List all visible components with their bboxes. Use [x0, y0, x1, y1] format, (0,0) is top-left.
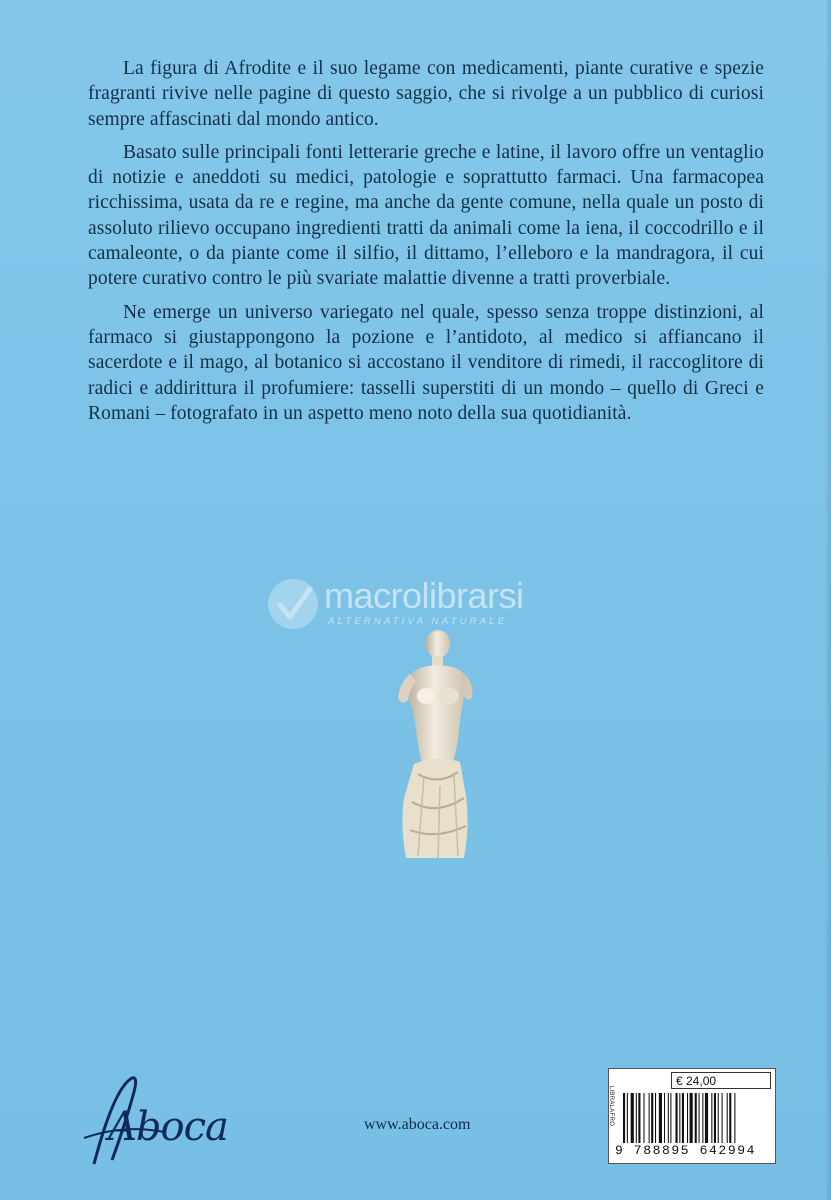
- blurb-paragraph-3: Ne emerge un universo variegato nel quale, spesso senza troppe distinzioni, al farmaco si giustappongono la pozione e l’antidoto, al medico si affiancano il sacerdote e il mago, al botanico si accostano il venditore di rimedi, il raccoglitore di radici e addirittura il profumiere: tasselli superstiti di un mondo – quello di Greci e Romani – fotografato in un aspetto meno noto della sua quotidianità.: [88, 301, 764, 424]
- barcode-bars: [623, 1093, 769, 1143]
- barcode-label: [608, 1068, 776, 1164]
- watermark-tagline: ALTERNATIVA NATURALE: [328, 616, 508, 627]
- checkmark-icon: [272, 583, 316, 627]
- publisher-website: www.aboca.com: [364, 1116, 471, 1133]
- blurb-text: [88, 56, 764, 434]
- publisher-logo-text: Aboca: [108, 1104, 228, 1150]
- price-tag: € 24,00: [671, 1072, 771, 1089]
- blurb-paragraph-2: Basato sulle principali fonti letterarie greche e latine, il lavoro offre un ventaglio di notizie e aneddoti su medici, patologie e soprattutto farmaci. Una farmacopea ricchissima, usata da re e regine, ma anche da gente comune, nella quale un posto di assoluto rilievo occupano ingredienti tratti da animali come la iena, il coccodrillo e il camaleonte, o da piante come il silfio, il dittamo, l’elleboro e la mandragora, il cui potere curativo contro le più svariate malattie divenne a tratti proverbiale.: [88, 141, 764, 290]
- watermark-brand: macrolibrarsi: [324, 575, 524, 616]
- aboca-logo: [64, 1068, 234, 1178]
- venus-statue-image: [378, 626, 488, 860]
- product-code: LIBRALAFRO: [608, 1085, 615, 1127]
- blurb-paragraph-1: La figura di Afrodite e il suo legame con medicamenti, piante curative e spezie fragranti rivive nelle pagine di questo saggio, che si rivolge a un pubblico di curiosi sempre affascinati dal mondo antico.: [88, 58, 764, 130]
- isbn-number: 9 788895 642994: [615, 1143, 757, 1158]
